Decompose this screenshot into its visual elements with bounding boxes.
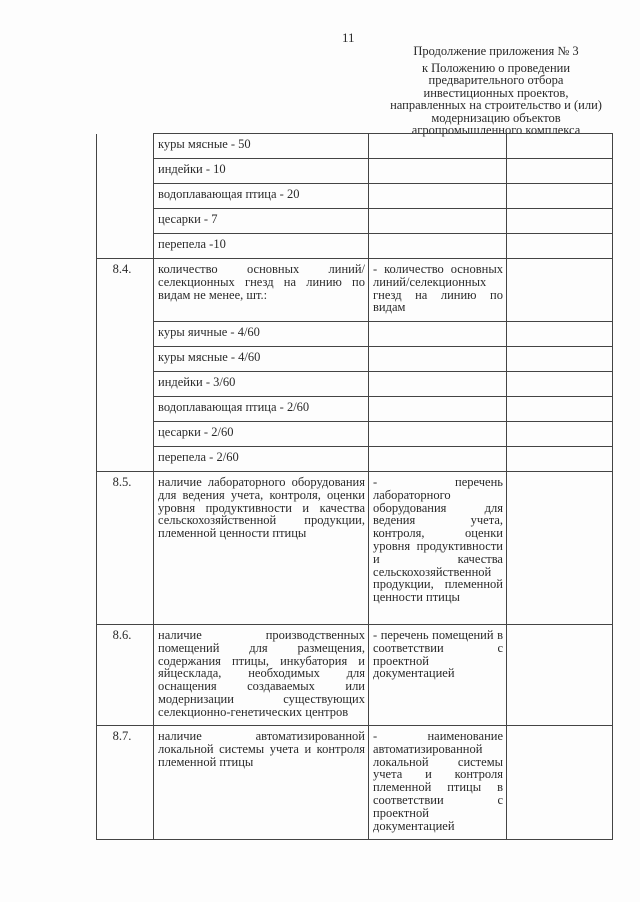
table-cell bbox=[507, 234, 613, 259]
table-cell bbox=[369, 234, 507, 259]
documents: - количество основных линий/селекционных гнезд на линию по видам bbox=[369, 259, 507, 322]
table-row bbox=[97, 422, 613, 447]
table-cell bbox=[507, 372, 613, 397]
table-cell bbox=[507, 447, 613, 472]
table-cell bbox=[97, 397, 154, 422]
table-cell bbox=[507, 347, 613, 372]
table-row bbox=[97, 372, 613, 397]
table-cell: индейки - 10 bbox=[154, 159, 369, 184]
table-cell bbox=[369, 322, 507, 347]
table-cell bbox=[97, 322, 154, 347]
table-cell bbox=[97, 209, 154, 234]
table-cell: водоплавающая птица - 2/60 bbox=[154, 397, 369, 422]
table-cell bbox=[369, 209, 507, 234]
criteria-table bbox=[96, 133, 613, 840]
table-cell bbox=[97, 447, 154, 472]
documents: - перечень лабораторного оборудования для ведения учета, контроля, оценки уровня продуктивности и качества сельскохозяйственной продукции, племенной ценности птицы bbox=[369, 472, 507, 625]
table-cell bbox=[369, 159, 507, 184]
table-cell bbox=[97, 159, 154, 184]
documents: - перечень помещений в соответствии с проектной документацией bbox=[369, 625, 507, 726]
table-cell bbox=[97, 234, 154, 259]
table-row-8-4 bbox=[97, 259, 613, 322]
table-cell bbox=[369, 447, 507, 472]
table-row bbox=[97, 447, 613, 472]
table-cell: куры мясные - 4/60 bbox=[154, 347, 369, 372]
table-cell bbox=[507, 397, 613, 422]
table-cell: куры мясные - 50 bbox=[154, 134, 369, 159]
documents: - наименование автоматизированной локальной системы учета и контроля племенной птицы в соответствии с проектной документацией bbox=[369, 726, 507, 840]
table-row bbox=[97, 347, 613, 372]
table-cell bbox=[507, 184, 613, 209]
table-row-8-6 bbox=[97, 625, 613, 726]
table-cell bbox=[369, 372, 507, 397]
page-number: 11 bbox=[342, 30, 355, 45]
table-row bbox=[97, 397, 613, 422]
table-cell: цесарки - 2/60 bbox=[154, 422, 369, 447]
table-cell bbox=[507, 322, 613, 347]
table-cell bbox=[507, 422, 613, 447]
row-number: 8.5. bbox=[97, 472, 154, 625]
table-row bbox=[97, 134, 613, 159]
table-cell bbox=[507, 625, 613, 726]
table-cell bbox=[97, 372, 154, 397]
table-cell: водоплавающая птица - 20 bbox=[154, 184, 369, 209]
table-row-8-7 bbox=[97, 726, 613, 840]
table-row bbox=[97, 322, 613, 347]
appendix-subtitle: к Положению о проведении предварительного отбора инвестиционных проектов, направленных на строительство и (или) модернизацию объектов агропромышленного комплекса bbox=[390, 60, 602, 137]
table-cell bbox=[97, 347, 154, 372]
table-cell bbox=[507, 726, 613, 840]
table-cell bbox=[369, 184, 507, 209]
table-cell: цесарки - 7 bbox=[154, 209, 369, 234]
table-row-8-5 bbox=[97, 472, 613, 625]
table-cell bbox=[97, 134, 154, 159]
table-cell bbox=[507, 159, 613, 184]
table-row bbox=[97, 234, 613, 259]
appendix-title: Продолжение приложения № 3 bbox=[413, 44, 579, 58]
table-cell: перепела -10 bbox=[154, 234, 369, 259]
criterion: наличие лабораторного оборудования для ведения учета, контроля, оценки уровня продуктивности и качества сельскохозяйственной продукции, племенной ценности птицы bbox=[154, 472, 369, 625]
table-row bbox=[97, 184, 613, 209]
table-row bbox=[97, 209, 613, 234]
table-cell bbox=[369, 422, 507, 447]
table-cell: куры яичные - 4/60 bbox=[154, 322, 369, 347]
table-cell bbox=[369, 397, 507, 422]
table-cell bbox=[507, 209, 613, 234]
appendix-header bbox=[390, 45, 602, 137]
table-cell: перепела - 2/60 bbox=[154, 447, 369, 472]
table-cell bbox=[507, 134, 613, 159]
row-number: 8.7. bbox=[97, 726, 154, 840]
table-cell bbox=[369, 347, 507, 372]
table-cell bbox=[507, 259, 613, 322]
table-cell: индейки - 3/60 bbox=[154, 372, 369, 397]
row-number: 8.4. bbox=[97, 259, 154, 322]
row-number: 8.6. bbox=[97, 625, 154, 726]
criterion: наличие производственных помещений для размещения, содержания птицы, инкубатория и яйцесклада, необходимых для оснащения создаваемых или модернизации существующих селекционно-генетических центров bbox=[154, 625, 369, 726]
table-cell bbox=[369, 134, 507, 159]
table-cell bbox=[507, 472, 613, 625]
criterion: наличие автоматизированной локальной системы учета и контроля племенной птицы bbox=[154, 726, 369, 840]
table-cell bbox=[97, 184, 154, 209]
criterion: количество основных линий/селекционных гнезд на линию по видам не менее, шт.: bbox=[154, 259, 369, 322]
table-cell bbox=[97, 422, 154, 447]
table-row bbox=[97, 159, 613, 184]
